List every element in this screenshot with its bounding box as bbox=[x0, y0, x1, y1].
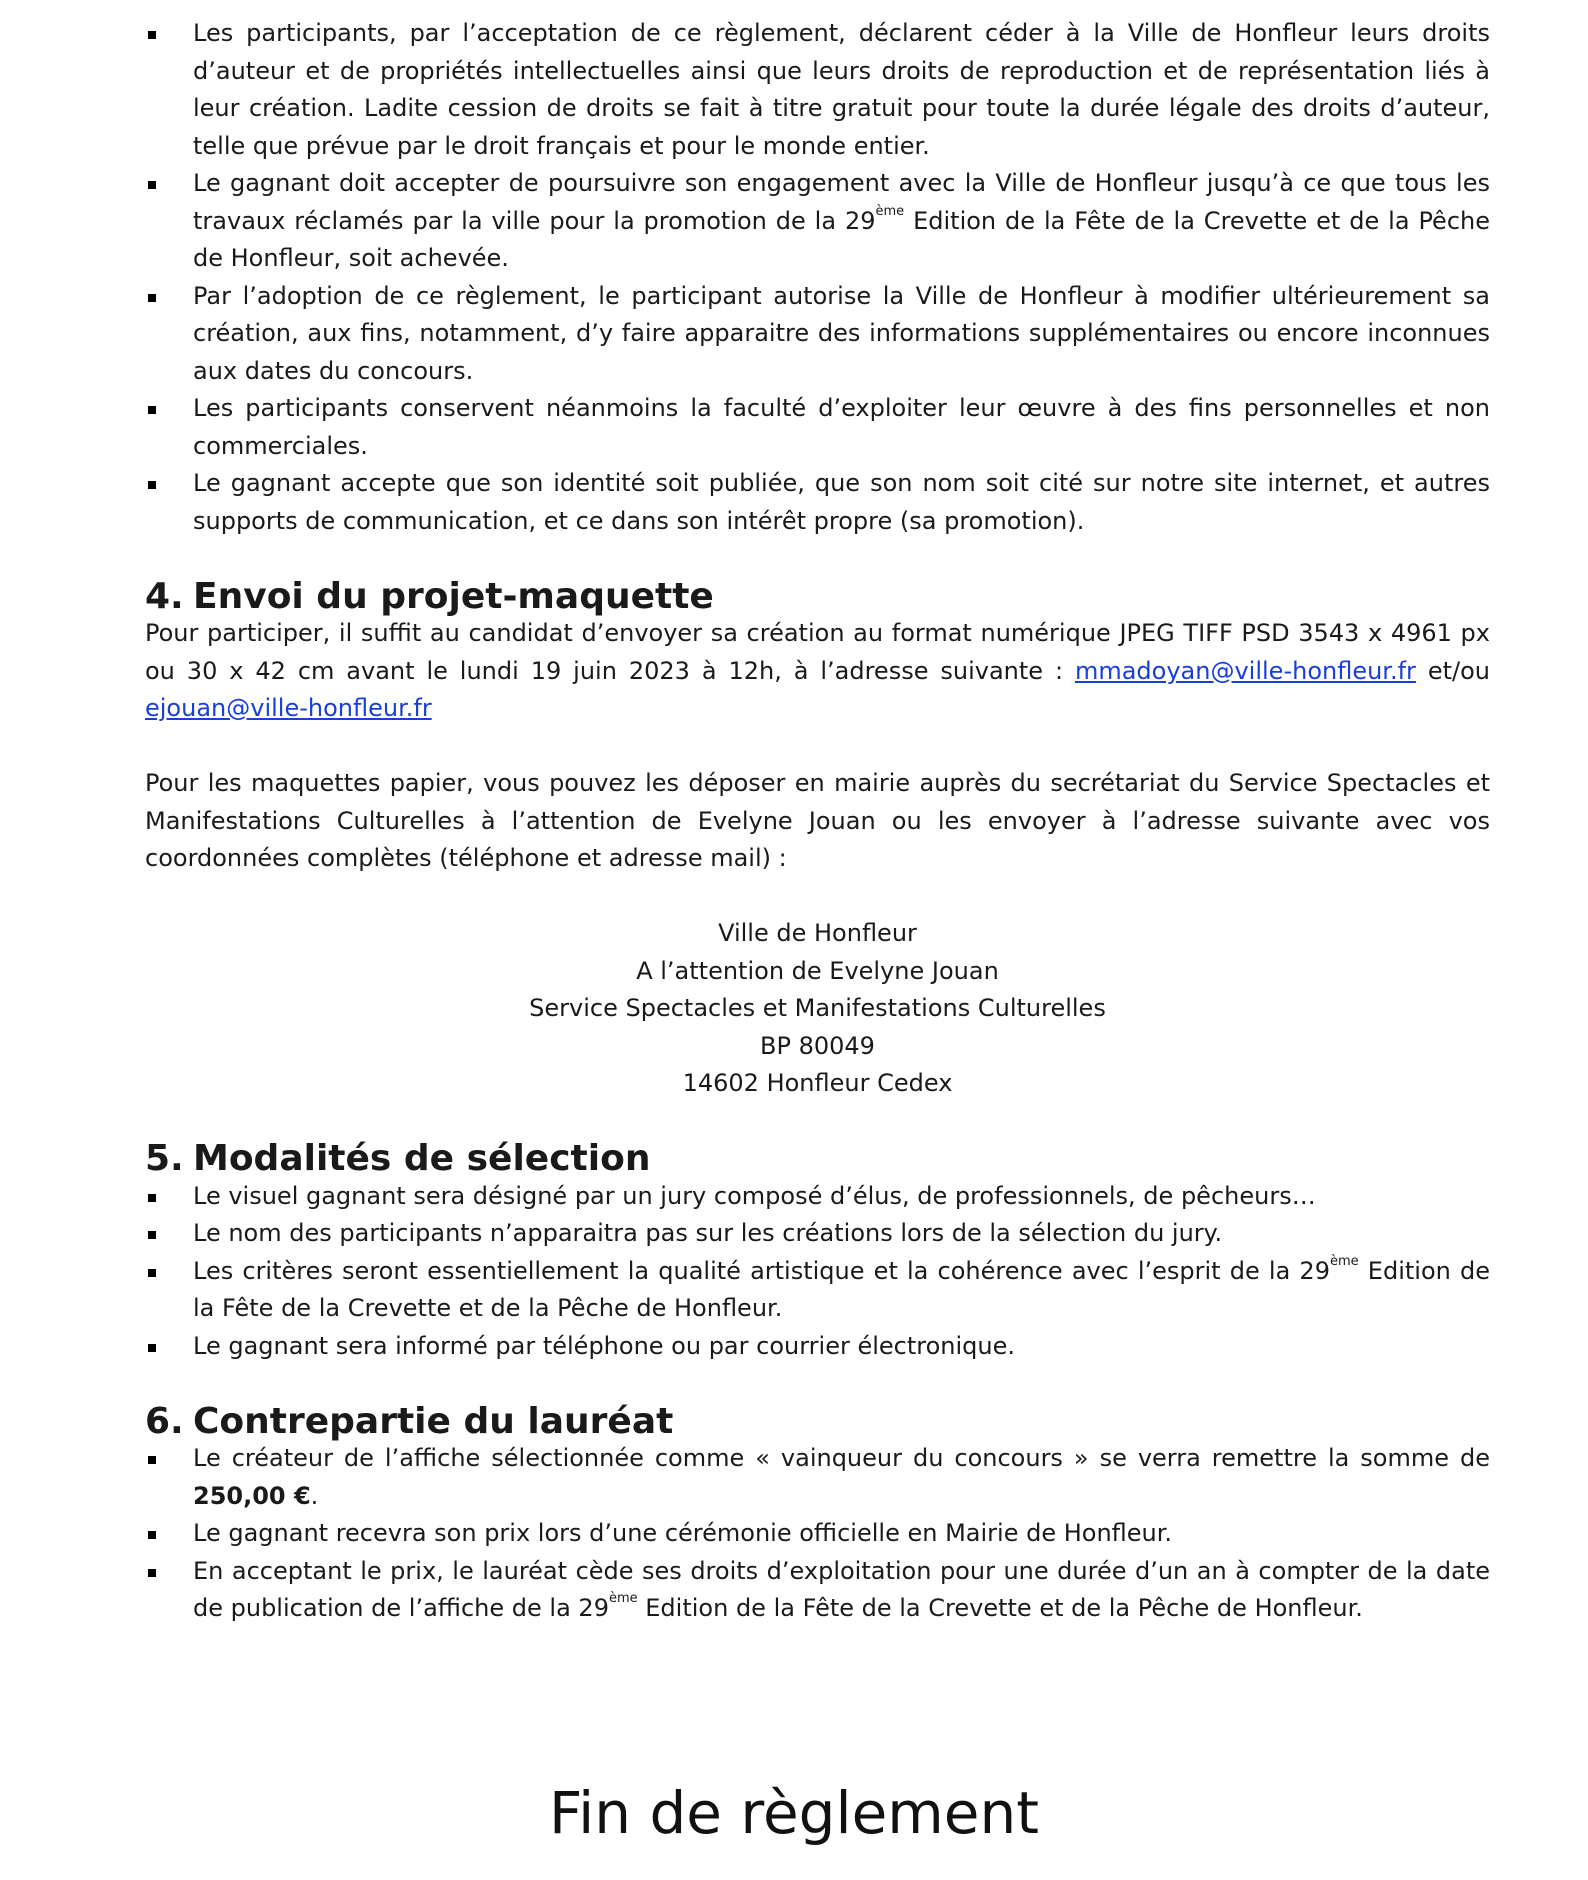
square-bullet-icon bbox=[148, 481, 156, 489]
closing-title: Fin de règlement bbox=[549, 1779, 1039, 1847]
square-bullet-icon bbox=[148, 294, 156, 302]
list-item: Le gagnant recevra son prix lors d’une cérémonie officielle en Mairie de Honfleur. bbox=[145, 1515, 1490, 1553]
prize-amount: 250,00 € bbox=[193, 1481, 311, 1510]
address-line: A l’attention de Evelyne Jouan bbox=[636, 956, 999, 985]
email-link-mmadoyan[interactable]: mmadoyan@ville-honfleur.fr bbox=[1074, 656, 1416, 685]
list-item: Le gagnant doit accepter de poursuivre son engagement avec la Ville de Honfleur jusqu’à ce que tous les travaux réclamés par la ville pour la promotion de la 29ème Edition de la Fête de la Crevette et de la Pêche de Honfleur, soit achevée. bbox=[145, 165, 1490, 278]
list-item: Le gagnant accepte que son identité soit publiée, que son nom soit cité sur notre site internet, et autres supports de communication, et ce dans son intérêt propre (sa promotion). bbox=[145, 465, 1490, 540]
section-5-heading: 5. Modalités de sélection bbox=[145, 1138, 651, 1179]
list-item: Les participants, par l’acceptation de ce règlement, déclarent céder à la Ville de Honfleur leurs droits d’auteur et de propriétés intellectuelles ainsi que leurs droits de reproduction et de représentation liés à leur création. Ladite cession de droits se fait à titre gratuit pour toute la durée légale des droits d’auteur, telle que prévue par le droit français et pour le monde entier. bbox=[145, 15, 1490, 165]
section-5-bullets bbox=[145, 1178, 1490, 1366]
section-6-bullets bbox=[145, 1440, 1490, 1628]
address-line: 14602 Honfleur Cedex bbox=[682, 1069, 953, 1097]
section-3-bullets bbox=[145, 15, 1490, 540]
section-4-heading: 4. Envoi du projet-maquette bbox=[145, 575, 714, 617]
list-item: Le créateur de l’affiche sélectionnée comme « vainqueur du concours » se verra remettre la somme de 250,00 €. bbox=[145, 1440, 1490, 1515]
square-bullet-icon bbox=[148, 1231, 156, 1239]
square-bullet-icon bbox=[148, 31, 156, 39]
address-line: BP 80049 bbox=[760, 1031, 875, 1060]
square-bullet-icon bbox=[148, 181, 156, 189]
list-item: Le nom des participants n’apparaitra pas sur les créations lors de la sélection du jury. bbox=[145, 1215, 1490, 1253]
address-line: Ville de Honfleur bbox=[718, 919, 917, 947]
list-item: Par l’adoption de ce règlement, le participant autorise la Ville de Honfleur à modifier ultérieurement sa création, aux fins, notamment, d’y faire apparaitre des informations supplémentaires ou encore inconnues aux dates du concours. bbox=[145, 278, 1490, 391]
section-6-heading: 6. Contrepartie du lauréat bbox=[145, 1400, 674, 1442]
square-bullet-icon bbox=[148, 1344, 156, 1352]
list-item: Les critères seront essentiellement la qualité artistique et la cohérence avec l’esprit de la 29ème Edition de la Fête de la Crevette et de la Pêche de Honfleur. bbox=[145, 1253, 1490, 1328]
square-bullet-icon bbox=[148, 1456, 156, 1464]
square-bullet-icon bbox=[148, 1531, 156, 1539]
list-item: En acceptant le prix, le lauréat cède ses droits d’exploitation pour une durée d’un an à compter de la date de publication de l’affiche de la 29ème Edition de la Fête de la Crevette et de la Pêche de Honfleur. bbox=[145, 1553, 1490, 1628]
list-item: Le visuel gagnant sera désigné par un jury composé d’élus, de professionnels, de pêcheurs… bbox=[145, 1178, 1490, 1216]
document-body bbox=[145, 15, 1490, 1628]
email-link-ejouan[interactable]: ejouan@ville-honfleur.fr bbox=[145, 694, 432, 722]
square-bullet-icon bbox=[148, 406, 156, 414]
paper-submission-paragraph: Pour les maquettes papier, vous pouvez les déposer en mairie auprès du secrétariat du Service Spectacles et Manifestations Culturelles à l’attention de Evelyne Jouan ou les envoyer à l’adresse suivante avec vos coordonnées complètes (téléphone et adresse mail) : bbox=[145, 769, 1490, 872]
square-bullet-icon bbox=[148, 1194, 156, 1202]
postal-address bbox=[145, 915, 1490, 1103]
square-bullet-icon bbox=[148, 1269, 156, 1277]
address-line: Service Spectacles et Manifestations Culturelles bbox=[529, 994, 1106, 1022]
list-item: Le gagnant sera informé par téléphone ou par courrier électronique. bbox=[145, 1328, 1490, 1366]
list-item: Les participants conservent néanmoins la faculté d’exploiter leur œuvre à des fins personnelles et non commerciales. bbox=[145, 390, 1490, 465]
square-bullet-icon bbox=[148, 1569, 156, 1577]
section-4-paragraph: Pour participer, il suffit au candidat d’envoyer sa création au format numérique JPEG TIFF PSD 3543 x 4961 px ou 30 x 42 cm avant le lundi 19 juin 2023 à 12h, à l’adresse suivante : mmadoyan@ville-honfleur.fr et/ou ejouan@ville-honfleur.fr bbox=[145, 619, 1490, 722]
